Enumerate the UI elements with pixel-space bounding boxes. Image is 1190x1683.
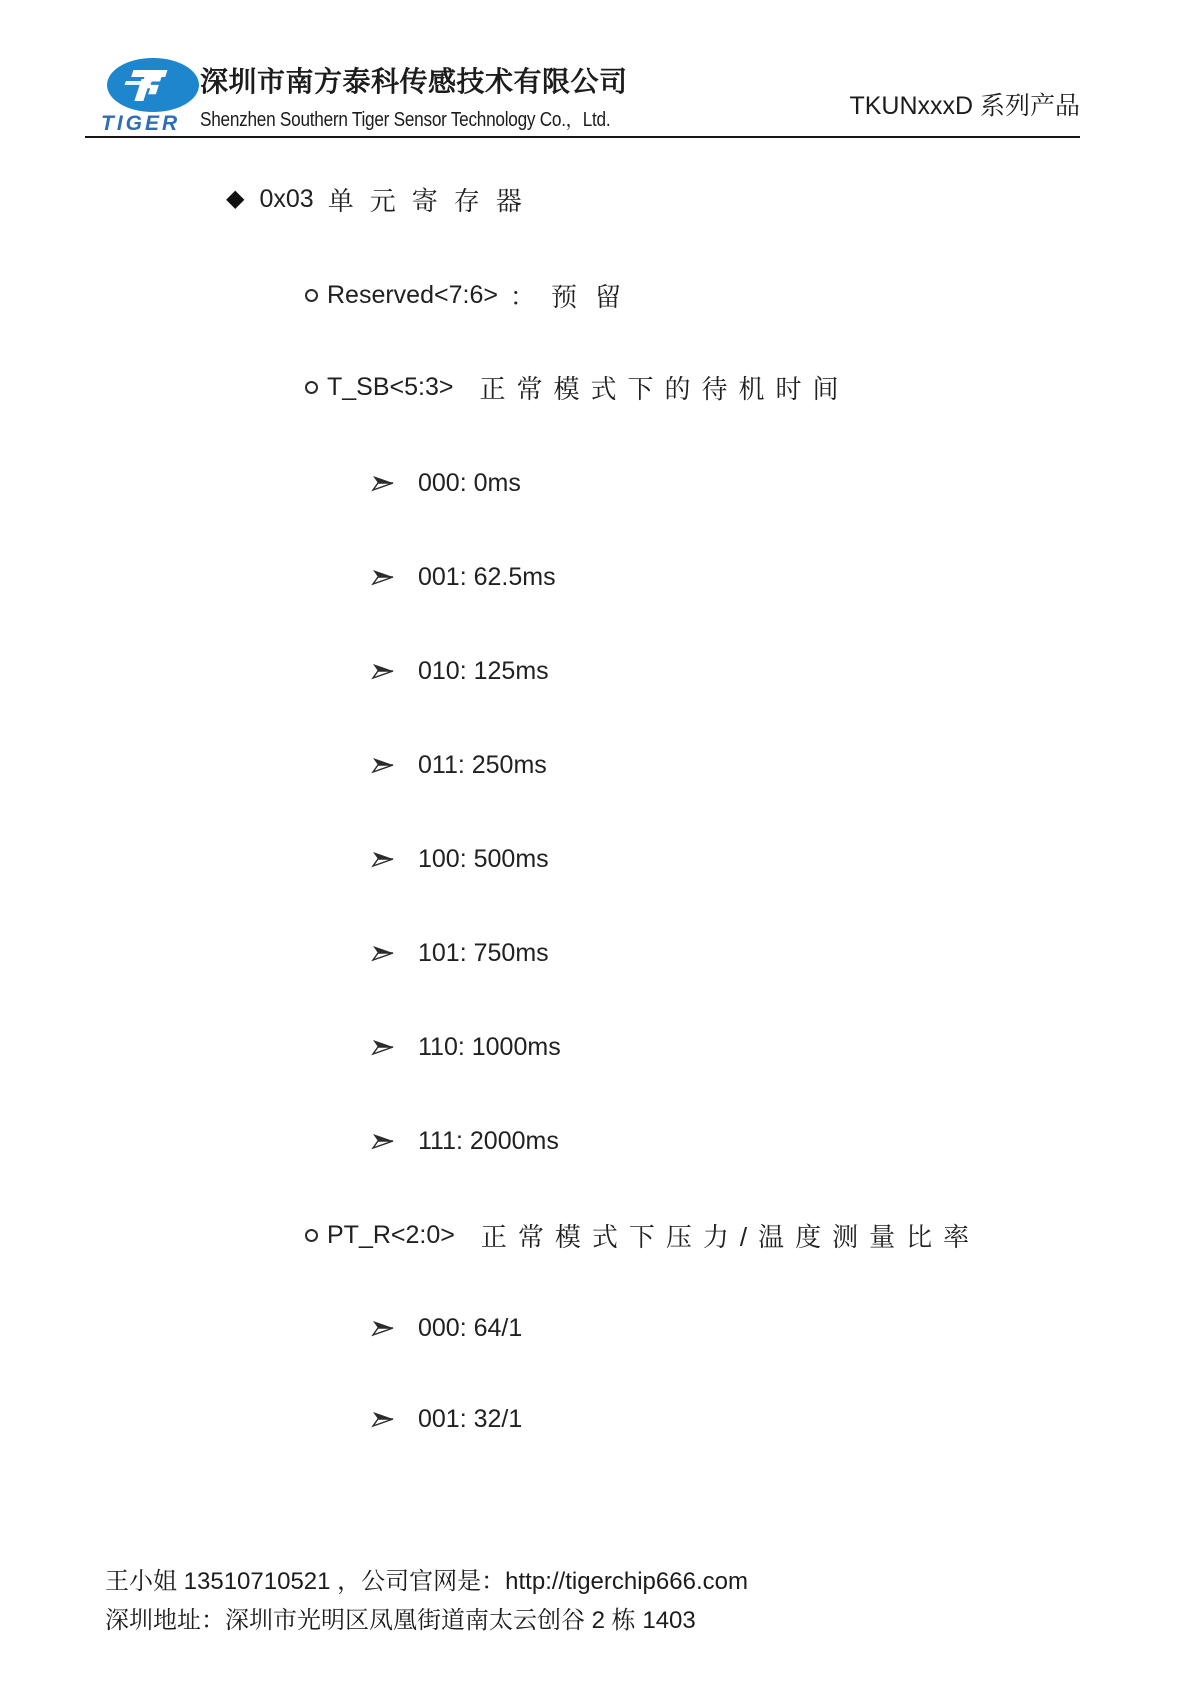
circle-icon xyxy=(305,1229,318,1242)
list-item-label: 010: 125ms xyxy=(418,656,549,685)
circle-icon xyxy=(305,381,318,394)
arrowhead-right-icon xyxy=(370,1131,396,1151)
arrowhead-right-icon xyxy=(370,661,396,681)
arrowhead-right-icon xyxy=(370,849,396,869)
arrowhead-right-icon xyxy=(370,755,396,775)
field-reserved-latin: Reserved<7:6> xyxy=(327,280,498,309)
arrowhead-right-icon xyxy=(370,473,396,493)
product-series-label: TKUNxxxD 系列产品 xyxy=(849,92,1080,120)
list-item xyxy=(370,842,549,876)
list-item-label: 011: 250ms xyxy=(418,750,547,779)
list-item-label: 101: 750ms xyxy=(418,938,549,967)
circle-icon xyxy=(305,289,318,302)
field-t-sb-cjk: 正常模式下的待机时间 xyxy=(479,373,850,404)
header-divider xyxy=(85,136,1080,138)
tiger-logo-icon xyxy=(104,56,202,116)
list-item xyxy=(370,748,547,782)
field-reserved-colon: ： xyxy=(509,283,535,311)
field-pt-r-cjk: 正常模式下压力/温度测量比率 xyxy=(480,1221,981,1252)
arrowhead-right-icon xyxy=(370,1318,396,1338)
list-item xyxy=(370,1402,522,1436)
logo-wordmark: TIGER xyxy=(101,112,181,135)
list-item xyxy=(370,654,549,688)
field-reserved-cjk: 预留 xyxy=(550,281,639,312)
company-name-cn: 深圳市南方泰科传感技术有限公司 xyxy=(200,66,628,97)
list-item-label: 000: 64/1 xyxy=(418,1313,523,1342)
footer-contact-line: 王小姐 13510710521 ，公司官网是：http://tigerchip666.com xyxy=(105,1568,748,1595)
list-item xyxy=(370,466,521,500)
list-item-label: 000: 0ms xyxy=(418,468,521,497)
list-item-label: 111: 2000ms xyxy=(418,1126,559,1155)
field-t-sb xyxy=(305,370,850,404)
list-item-label: 110: 1000ms xyxy=(418,1032,561,1061)
company-name-en: Shenzhen Southern Tiger Sensor Technology Co.，Ltd. xyxy=(200,109,611,131)
field-reserved xyxy=(305,278,639,312)
field-t-sb-latin: T_SB<5:3> xyxy=(327,372,454,401)
section-heading-cjk: 单元寄存器 xyxy=(327,185,538,216)
list-item xyxy=(370,1124,559,1158)
field-pt-r-latin: PT_R<2:0> xyxy=(327,1220,455,1249)
list-item-label: 100: 500ms xyxy=(418,844,549,873)
list-item xyxy=(370,560,556,594)
arrowhead-right-icon xyxy=(370,1409,396,1429)
arrowhead-right-icon xyxy=(370,943,396,963)
list-item-label: 001: 62.5ms xyxy=(418,562,556,591)
arrowhead-right-icon xyxy=(370,567,396,587)
field-pt-r xyxy=(305,1218,980,1252)
list-item xyxy=(370,936,549,970)
section-heading xyxy=(226,182,538,216)
footer-address-line: 深圳地址：深圳市光明区凤凰街道南太云创谷 2 栋 1403 xyxy=(105,1607,696,1634)
diamond-icon: ◆ xyxy=(226,185,245,212)
arrowhead-right-icon xyxy=(370,1037,396,1057)
list-item xyxy=(370,1030,561,1064)
section-heading-latin: 0x03 xyxy=(259,184,314,213)
list-item xyxy=(370,1311,522,1345)
list-item-label: 001: 32/1 xyxy=(418,1404,523,1433)
